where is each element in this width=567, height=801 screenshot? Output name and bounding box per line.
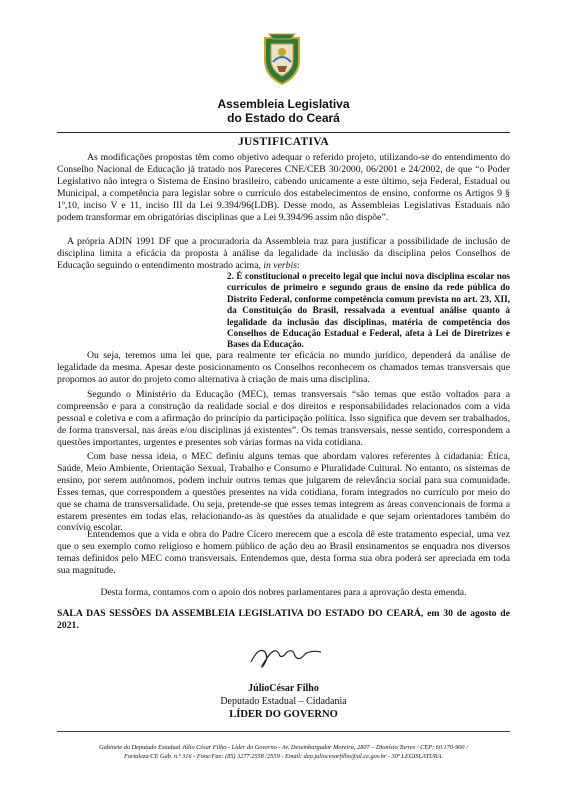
org-name-line2: do Estado do Ceará [227, 111, 340, 125]
quoted-ruling: 2. É constitucional o preceito legal que inclui nova disciplina escolar nos currículos de primeiro e segundo graus de ensino da rede pública do Distrito Federal, conforme competência comum prevista no art. 23, XII, da Constituição do Brasil, ressalvada a eventual análise quanto à legalidade da inclusão das disciplinas, matéria de competência dos Conselhos de Educação Estadual e Federal, afeta à Lei de Diretrizes e Bases da Educação. [227, 271, 510, 350]
signatory-name: JúlioCésar Filho [248, 683, 319, 694]
footer-line1: Gabinete do Deputado Estadual Júlio César Filho - Líder do Governo - Av. Desembargador Moreira, 2807 – Dionísio Torres / CEP: 60.170-900 / [99, 744, 468, 751]
closing-statement: Desta forma, contamos com o apoio dos nobres parlamentares para a aprovação desta emenda. [100, 587, 467, 598]
footer-address [40, 743, 527, 761]
paragraph-4-text: Segundo o Ministério da Educação (MEC), temas transversais “são temas que estão voltados para a compreensão e para a construção da realidade social e dos direitos e responsabilidades relacionados com a vida pessoal e coletiva e com a afirmação do princípio da participação política. Isso significa que devem ser trabalhados, de forma transversal, nas áreas e/ou disciplinas já existentes”. Os temas transversais, nesse sentido, correspondem a questões importantes, urgentes e presentes sob várias formas na vida cotidiana. [57, 389, 510, 448]
paragraph-5 [57, 451, 510, 534]
paragraph-6-text: Entendemos que a vida e obra do Padre Cícero merecem que a escola dê este tratamento especial, uma vez que o seu exemplo como religioso e homem público de ação deu ao Brasil ensinamentos se enquadra nos diversos temas definidos pelo MEC como transversais. Entendemos que, desta forma sua obra poderá ser apreciada em toda sua magnitude. [57, 529, 510, 576]
footer-divider [57, 731, 510, 732]
signatory-position: LÍDER DO GOVERNO [229, 709, 338, 720]
paragraph-3 [57, 350, 510, 386]
paragraph-6 [57, 529, 510, 577]
in-verbis-text: in verbis [263, 259, 297, 271]
paragraph-5-text: Com base nessa ideia, o MEC definiu alguns temas que abordam valores referentes à cidadania: Ética, Saúde, Meio Ambiente, Orientação Sexual, Trabalho e Consumo e Pluralidade Cultural. No entanto, os sistemas de ensino, por serem autônomos, podem incluir outros temas que julgarem de relevância social para sua comunidade. Esses temas, que correspondem a questões presentes na vida cotidiana, foram integrados no currículo por meio do que se chama de transversalidade. Ou seja, pretende-se que esses temas integrem as áreas convencionais de forma a estarem presentes em todas elas, relacionando-as às questões da atualidade e que sejam orientadores também do convívio escolar. [57, 451, 510, 534]
footer-line2: Fortaleza/CE Gab. n.º 316 - Fone/Fax: (85) 3277.2558 /2559 - Email: dep.juliocesarfilho@al.ce.gov.br - 30º LEGISLATURA. [124, 753, 443, 760]
paragraph-4 [57, 389, 510, 449]
document-title: JUSTIFICATIVA [237, 136, 330, 148]
paragraph-2-text: A própria ADIN 1991 DF que a procuradoria da Assembleia traz para justificar a possibilidade de inclusão de disciplina limita a eficácia da proposta à análise da legalidade da inclusão da disciplina pelos Conselhos de Educação seguindo o entendimento mostrado acima, [57, 236, 510, 271]
signatory-role: Deputado Estadual – Cidadania [220, 696, 347, 707]
handwritten-signature [245, 640, 325, 670]
org-name-line1: Assembleia Legislativa [217, 97, 350, 111]
coat-of-arms-icon [259, 30, 305, 86]
paragraph-1-text: As modificações propostas têm como objetivo adequar o referido projeto, utilizando-se do entendimento do Conselho Nacional de Educação já tratado nos Pareceres CNE/CEB 30/2000, 06/2001 e 24/2002, de que “o Poder Legislativo não integra o Sistema de Ensino brasileiro, cabendo unicamente a este último, seja Federal, Estadual ou Municipal, a competência para legislar sobre o currículo dos estabelecimentos de ensino, conforme os Artigos 9 § 1º,10, inciso V e 11, inciso III da Lei 9.394/96(LDB). Desse modo, as Assembleias Legislativas Estaduais não podem transformar em obrigatórias disciplinas que a Lei 9.394/96 assim não dispõe”. [57, 152, 510, 223]
session-place-date: SALA DAS SESSÕES DA ASSEMBLEIA LEGISLATIVA DO ESTADO DO CEARÁ, em 30 de agosto de 2021. [57, 608, 510, 631]
paragraph-1 [57, 152, 510, 223]
paragraph-3-text: Ou seja, teremos uma lei que, para realmente ter eficácia no mundo jurídico, dependerá da análise de legalidade da mesma. Apesar deste posicionamento os Conselhos reconhecem os chamados temas transversais que propomos ao autor do projeto como alternativa à criação de mais uma disciplina. [57, 350, 510, 385]
header-divider [57, 132, 510, 133]
paragraph-2: A própria ADIN 1991 DF que a procuradoria da Assembleia traz para justificar a possibilidade de inclusão de disciplina limita a eficácia da proposta à análise da legalidade da inclusão da disciplina pelos Conselhos de Educação seguindo o entendimento mostrado acima, in verbis: [57, 236, 510, 271]
